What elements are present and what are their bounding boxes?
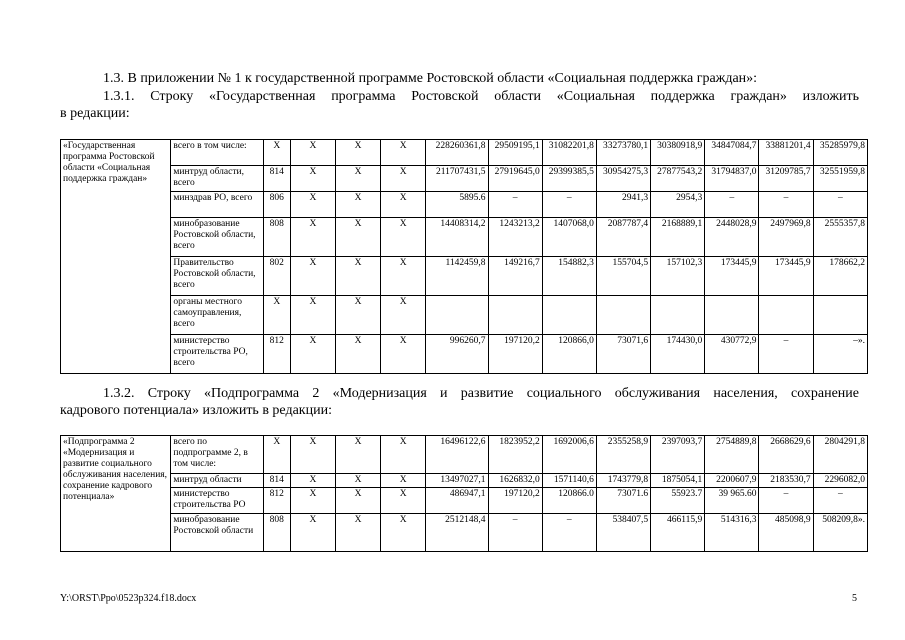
code-cell: X: [290, 296, 335, 335]
value-cell: 1407068,0: [542, 218, 596, 257]
code-cell: 814: [263, 166, 290, 192]
value-cell: 155704,5: [596, 257, 650, 296]
code-cell: X: [335, 140, 380, 166]
paragraph-1-3-1-line2: в редакции:: [60, 106, 130, 121]
value-cell: 1875054,1: [651, 474, 705, 488]
code-cell: X: [290, 436, 335, 474]
paragraph-1-3: 1.3. В приложении № 1 к государственной программе Ростовской области «Социальная поддержка граждан»:: [103, 71, 758, 86]
value-cell: 2555357,8: [813, 218, 867, 257]
paragraph-1-3-1-line1: 1.3.1. Строку «Государственная программа Ростовской области «Социальная поддержка граждан» изложить: [103, 89, 859, 104]
table-row: [61, 296, 868, 335]
code-cell: X: [381, 474, 426, 488]
value-cell: 2941,3: [596, 192, 650, 218]
value-cell: [759, 296, 813, 335]
table-program-funding: [60, 139, 868, 374]
value-cell: 430772,9: [705, 335, 759, 374]
value-cell: 34847084,7: [705, 140, 759, 166]
code-cell: X: [335, 166, 380, 192]
code-cell: X: [381, 436, 426, 474]
footer-file-path: Y:\ORST\Ppo\0523p324.f18.docx: [60, 593, 197, 604]
value-cell: 538407,5: [596, 514, 650, 552]
value-cell: 29509195,1: [488, 140, 542, 166]
value-cell: 485098,9: [759, 514, 813, 552]
code-cell: 812: [263, 335, 290, 374]
value-cell: –: [759, 488, 813, 514]
value-cell: 2804291,8: [813, 436, 867, 474]
value-cell: –».: [813, 335, 867, 374]
executor-cell: всего в том числе:: [171, 140, 263, 166]
value-cell: 157102,3: [651, 257, 705, 296]
value-cell: –: [759, 192, 813, 218]
executor-cell: всего по подпрограмме 2, в том числе:: [171, 436, 263, 474]
value-cell: –: [705, 192, 759, 218]
paragraph-1-3-2-line2: кадрового потенциала» изложить в редакции:: [60, 403, 332, 418]
value-cell: 174430,0: [651, 335, 705, 374]
value-cell: 33881201,4: [759, 140, 813, 166]
value-cell: 73071.6: [596, 488, 650, 514]
value-cell: 173445,9: [759, 257, 813, 296]
value-cell: 2168889,1: [651, 218, 705, 257]
code-cell: X: [381, 257, 426, 296]
value-cell: [596, 296, 650, 335]
value-cell: 211707431,5: [426, 166, 488, 192]
value-cell: 486947,1: [426, 488, 488, 514]
value-cell: 29399385,5: [542, 166, 596, 192]
executor-cell: органы местного самоуправления, всего: [171, 296, 263, 335]
value-cell: 2512148,4: [426, 514, 488, 552]
code-cell: X: [335, 257, 380, 296]
executor-cell: Правительство Ростовской области, всего: [171, 257, 263, 296]
value-cell: [542, 296, 596, 335]
code-cell: X: [290, 257, 335, 296]
value-cell: 32551959,8: [813, 166, 867, 192]
code-cell: X: [290, 218, 335, 257]
code-cell: X: [335, 488, 380, 514]
table-row: [61, 218, 868, 257]
table-row: [61, 514, 868, 552]
code-cell: X: [263, 140, 290, 166]
value-cell: 1142459,8: [426, 257, 488, 296]
value-cell: 2497969,8: [759, 218, 813, 257]
code-cell: 812: [263, 488, 290, 514]
value-cell: 1823952,2: [488, 436, 542, 474]
code-cell: X: [381, 192, 426, 218]
executor-cell: министерство строительства РО, всего: [171, 335, 263, 374]
paragraph-1-3-2-line1: 1.3.2. Строку «Подпрограмма 2 «Модернизация и развитие социального обслуживания населения, сохранение: [103, 386, 859, 401]
value-cell: 2448028,9: [705, 218, 759, 257]
executor-cell: министерство строительства РО: [171, 488, 263, 514]
value-cell: 2954,3: [651, 192, 705, 218]
value-cell: 31794837,0: [705, 166, 759, 192]
code-cell: X: [263, 296, 290, 335]
value-cell: –: [542, 192, 596, 218]
value-cell: 508209,8».: [813, 514, 867, 552]
code-cell: 814: [263, 474, 290, 488]
value-cell: 1571140,6: [542, 474, 596, 488]
value-cell: 16496122,6: [426, 436, 488, 474]
code-cell: 802: [263, 257, 290, 296]
table-row: [61, 488, 868, 514]
value-cell: 55923.7: [651, 488, 705, 514]
value-cell: 30954275,3: [596, 166, 650, 192]
code-cell: X: [290, 488, 335, 514]
value-cell: –: [542, 514, 596, 552]
program-name-cell: «Подпрограмма 2 «Модернизация и развитие социального обслуживания населения, сохранение кадрового потенциала»: [61, 436, 171, 552]
code-cell: X: [290, 514, 335, 552]
code-cell: X: [335, 218, 380, 257]
executor-cell: минздрав РО, всего: [171, 192, 263, 218]
code-cell: X: [381, 140, 426, 166]
code-cell: 808: [263, 218, 290, 257]
code-cell: X: [290, 474, 335, 488]
value-cell: [426, 296, 488, 335]
program-name-cell: «Государственная программа Ростовской области «Социальная поддержка граждан»: [61, 140, 171, 374]
value-cell: 1743779,8: [596, 474, 650, 488]
value-cell: 31082201,8: [542, 140, 596, 166]
value-cell: –: [813, 192, 867, 218]
value-cell: 30380918,9: [651, 140, 705, 166]
value-cell: –: [488, 192, 542, 218]
code-cell: X: [335, 296, 380, 335]
value-cell: 27919645,0: [488, 166, 542, 192]
value-cell: 2087787,4: [596, 218, 650, 257]
value-cell: 1692006,6: [542, 436, 596, 474]
code-cell: X: [290, 166, 335, 192]
code-cell: X: [381, 335, 426, 374]
value-cell: 197120,2: [488, 488, 542, 514]
executor-cell: минтруд области, всего: [171, 166, 263, 192]
value-cell: –: [759, 335, 813, 374]
value-cell: 35285979,8: [813, 140, 867, 166]
value-cell: 173445,9: [705, 257, 759, 296]
code-cell: 806: [263, 192, 290, 218]
value-cell: 120866.0: [542, 488, 596, 514]
footer-page-number: 5: [852, 593, 857, 604]
value-cell: [488, 296, 542, 335]
value-cell: 2296082,0: [813, 474, 867, 488]
value-cell: –: [488, 514, 542, 552]
value-cell: 39 965.60: [705, 488, 759, 514]
executor-cell: минтруд области: [171, 474, 263, 488]
code-cell: X: [381, 296, 426, 335]
value-cell: 33273780,1: [596, 140, 650, 166]
value-cell: 996260,7: [426, 335, 488, 374]
table-row: [61, 335, 868, 374]
value-cell: –: [813, 488, 867, 514]
value-cell: 228260361,8: [426, 140, 488, 166]
code-cell: X: [381, 514, 426, 552]
value-cell: 1243213,2: [488, 218, 542, 257]
code-cell: X: [335, 192, 380, 218]
value-cell: [705, 296, 759, 335]
code-cell: X: [381, 166, 426, 192]
table-row: [61, 192, 868, 218]
value-cell: 2183530,7: [759, 474, 813, 488]
table-subprogram-funding: [60, 435, 868, 552]
code-cell: 808: [263, 514, 290, 552]
value-cell: 73071,6: [596, 335, 650, 374]
code-cell: X: [381, 218, 426, 257]
value-cell: 27877543,2: [651, 166, 705, 192]
value-cell: 31209785,7: [759, 166, 813, 192]
value-cell: 2668629,6: [759, 436, 813, 474]
table-row: [61, 166, 868, 192]
value-cell: 2355258,9: [596, 436, 650, 474]
value-cell: 197120,2: [488, 335, 542, 374]
table-row: [61, 474, 868, 488]
code-cell: X: [381, 488, 426, 514]
code-cell: X: [335, 474, 380, 488]
value-cell: 2754889,8: [705, 436, 759, 474]
code-cell: X: [263, 436, 290, 474]
code-cell: X: [335, 436, 380, 474]
code-cell: X: [290, 140, 335, 166]
table-row: [61, 436, 868, 474]
value-cell: 149216,7: [488, 257, 542, 296]
code-cell: X: [335, 514, 380, 552]
value-cell: 466115,9: [651, 514, 705, 552]
value-cell: 13497027,1: [426, 474, 488, 488]
value-cell: [813, 296, 867, 335]
value-cell: 120866,0: [542, 335, 596, 374]
executor-cell: минобразование Ростовской области, всего: [171, 218, 263, 257]
executor-cell: минобразование Ростовской области: [171, 514, 263, 552]
value-cell: 2200607,9: [705, 474, 759, 488]
table-row: [61, 257, 868, 296]
value-cell: 14408314,2: [426, 218, 488, 257]
value-cell: 2397093,7: [651, 436, 705, 474]
code-cell: X: [335, 335, 380, 374]
value-cell: 5895.6: [426, 192, 488, 218]
code-cell: X: [290, 335, 335, 374]
value-cell: 1626832,0: [488, 474, 542, 488]
table-row: [61, 140, 868, 166]
value-cell: 154882,3: [542, 257, 596, 296]
value-cell: 514316,3: [705, 514, 759, 552]
value-cell: [651, 296, 705, 335]
code-cell: X: [290, 192, 335, 218]
value-cell: 178662,2: [813, 257, 867, 296]
